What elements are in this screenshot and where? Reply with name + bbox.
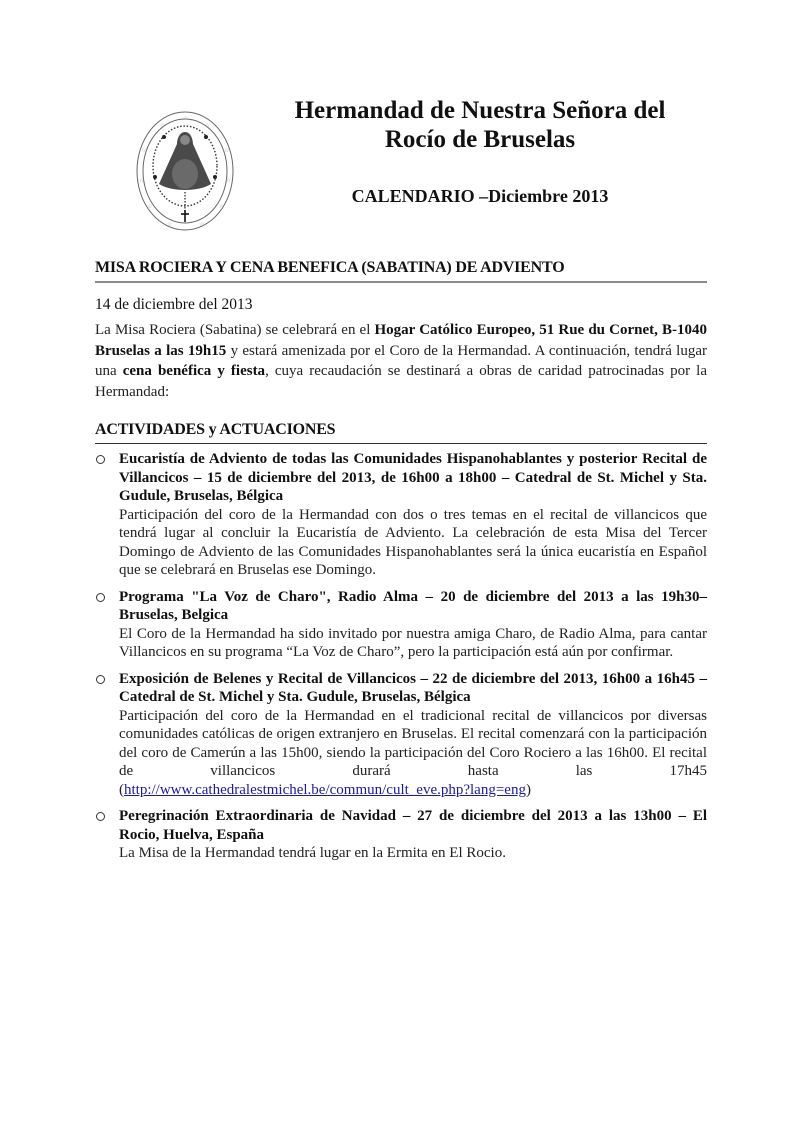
virgin-del-rocio-emblem-icon xyxy=(135,110,235,232)
hollow-bullet-icon xyxy=(96,812,105,821)
svg-text:☆: ☆ xyxy=(183,116,189,122)
section-heading-text: ACTIVIDADES y ACTUACIONES xyxy=(95,421,336,438)
hollow-bullet-icon xyxy=(96,455,105,464)
list-item xyxy=(95,588,707,662)
list-item xyxy=(95,670,707,800)
section-heading-text: MISA ROCIERA Y CENA BENEFICA (SABATINA) DE ADVIENTO xyxy=(95,259,565,276)
venue-bold: Hogar Católico Europeo, 51 Rue du Cornet, B-1040 Bruselas a las 19h15 xyxy=(95,322,707,359)
svg-text:☆: ☆ xyxy=(205,123,211,129)
activity-description: El Coro de la Hermandad ha sido invitado por nuestra amiga Charo, de Radio Alma, para cantar Villancicos en su programa “La Voz de Charo”, pero la participación está aún por confirmar. xyxy=(119,625,707,660)
svg-text:☆: ☆ xyxy=(199,222,205,228)
activity-description: Participación del coro de la Hermandad en el tradicional recital de villancicos por diversas comunidades católicas de origen extranjero en Bruselas. El recital comenzará con la participación del coro de Camerún a las 15h00, siendo la participación del Coro Rociero a las 16h00. El recital de villancicos durará hasta las 17h45 xyxy=(119,707,707,779)
paren-close: ) xyxy=(525,781,531,798)
event-description xyxy=(95,320,707,402)
paren-open: ( xyxy=(119,781,124,798)
description-text: La Misa Rociera (Sabatina) se celebrará en el xyxy=(95,322,375,338)
activities-list xyxy=(95,450,707,871)
calendar-subtitle: CALENDARIO –Diciembre 2013 xyxy=(351,186,609,206)
svg-text:☆: ☆ xyxy=(160,123,166,129)
activity-description: La Misa de la Hermandad tendrá lugar en la Ermita en El Rocio. xyxy=(119,845,506,861)
activity-title: Peregrinación Extraordinaria de Navidad – 27 de diciembre del 2013 a las 13h00 – El Rocio, Huelva, España xyxy=(119,808,707,843)
hollow-bullet-icon xyxy=(96,593,105,602)
activity-description: Participación del coro de la Hermandad con dos o tres temas en el recital de villancicos que tendrá lugar al concluir la Eucaristía de Adviento. La celebración de esta Misa del Tercer Domingo de Adviento de las Comunidades Hispanohablantes será la única eucaristía en Español que se celebrará en Bruselas ese Domingo. xyxy=(119,506,707,578)
hollow-bullet-icon xyxy=(96,675,105,684)
svg-text:☆: ☆ xyxy=(224,148,230,154)
svg-text:☆: ☆ xyxy=(226,178,232,184)
activity-title: Eucaristía de Adviento de todas las Comunidades Hispanohablantes y posterior Recital de Villancicos – 15 de diciembre del 2013, de 16h00 a 18h00 – Catedral de St. Michel y Sta. Gudule, Bruselas, Bélgica xyxy=(119,451,707,504)
section-heading-actividades xyxy=(95,420,707,444)
list-item xyxy=(95,450,707,580)
activity-title: Programa "La Voz de Charo", Radio Alma – 20 de diciembre del 2013 a las 19h30– Bruselas, Belgica xyxy=(119,588,707,623)
title-line-2: Rocío de Bruselas xyxy=(384,126,576,153)
section-heading-misa-rociera xyxy=(95,258,707,283)
svg-text:☆: ☆ xyxy=(147,204,153,210)
svg-text:☆: ☆ xyxy=(141,148,147,154)
event-date: 14 de diciembre del 2013 xyxy=(95,296,253,313)
dinner-bold: cena benéfica y fiesta xyxy=(122,363,266,379)
organization-title xyxy=(282,96,678,154)
svg-text:☆: ☆ xyxy=(139,178,145,184)
description-text: y estará amenizada por el Coro de la Hermandad. A continuación, tendrá lugar una xyxy=(95,342,707,379)
svg-text:☆: ☆ xyxy=(167,222,173,228)
activity-title: Exposición de Belenes y Recital de Villancicos – 22 de diciembre del 2013, 16h00 a 16h45 – Catedral de St. Michel y Sta. Gudule, Bruselas, Bélgica xyxy=(119,670,707,705)
activity-link-line xyxy=(119,781,707,800)
description-text: , cuya recaudación se destinará a obras de caridad patrocinadas por la Hermandad: xyxy=(95,363,707,400)
svg-text:☆: ☆ xyxy=(219,204,225,210)
title-line-1: Hermandad de Nuestra Señora del xyxy=(294,97,666,124)
cathedral-link[interactable]: http://www.cathedralestmichel.be/commun/cult_eve.php?lang=eng xyxy=(124,781,526,798)
list-item xyxy=(95,807,707,863)
